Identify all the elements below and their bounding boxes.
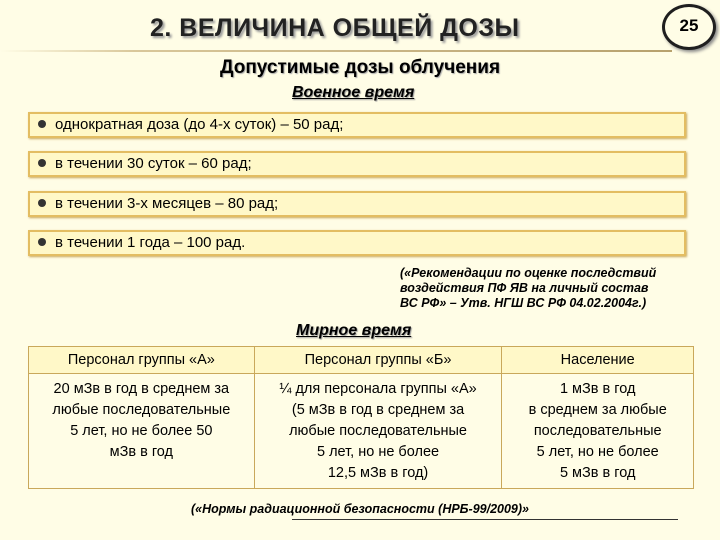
wartime-item-text: однократная доза (до 4-х суток) – 50 рад; bbox=[55, 116, 344, 133]
page-number-badge: 25 bbox=[662, 4, 716, 50]
wartime-item bbox=[28, 112, 686, 138]
cell-line: 5 лет, но не более bbox=[536, 444, 659, 460]
cell-line: 1 мЗв в год bbox=[559, 381, 636, 397]
cell-population bbox=[502, 374, 694, 489]
note-line: («Рекомендации по оценке последствий bbox=[400, 266, 657, 280]
cell-line: любые последовательные bbox=[289, 423, 467, 439]
wartime-item bbox=[28, 151, 686, 177]
wartime-item-text: в течении 3-х месяцев – 80 рад; bbox=[55, 195, 279, 212]
wartime-item bbox=[28, 191, 686, 217]
table-row bbox=[29, 374, 694, 489]
peacetime-dose-table bbox=[28, 346, 694, 489]
bullet-dot-icon bbox=[38, 159, 46, 167]
cell-line: любые последовательные bbox=[52, 402, 231, 418]
cell-line: 5 мЗв в год bbox=[559, 465, 636, 481]
bullet-dot-icon bbox=[38, 238, 46, 246]
slide-title: 2. ВЕЛИЧИНА ОБЩЕЙ ДОЗЫ bbox=[150, 14, 520, 42]
wartime-reference-note bbox=[400, 266, 700, 311]
cell-line: 12,5 мЗв в год) bbox=[327, 465, 429, 481]
note-line: ВС РФ» – Утв. НГШ ВС РФ 04.02.2004г.) bbox=[400, 296, 647, 310]
source-underline bbox=[292, 519, 678, 520]
title-underline bbox=[0, 50, 672, 52]
cell-line: в среднем за любые bbox=[528, 402, 667, 418]
wartime-item-text: в течении 30 суток – 60 рад; bbox=[55, 155, 252, 172]
column-header-group-a: Персонал группы «А» bbox=[29, 347, 255, 374]
peacetime-heading: Мирное время bbox=[296, 322, 412, 339]
peacetime-source-note: («Нормы радиационной безопасности (НРБ-99/2009)» bbox=[190, 502, 529, 516]
bullet-dot-icon bbox=[38, 199, 46, 207]
column-header-group-b: Персонал группы «Б» bbox=[254, 347, 502, 374]
note-line: воздействия ПФ ЯВ на личный состав bbox=[400, 281, 649, 295]
cell-line: 20 мЗв в год в среднем за bbox=[53, 381, 230, 397]
wartime-heading: Военное время bbox=[292, 84, 415, 101]
wartime-item-text: в течении 1 года – 100 рад. bbox=[55, 234, 246, 251]
cell-group-b bbox=[254, 374, 502, 489]
column-header-population: Население bbox=[502, 347, 694, 374]
cell-line: (5 мЗв в год в среднем за bbox=[291, 402, 465, 418]
cell-line: мЗв в год bbox=[109, 444, 174, 460]
wartime-item bbox=[28, 230, 686, 256]
bullet-dot-icon bbox=[38, 120, 46, 128]
cell-line: ¼ для персонала группы «А» bbox=[279, 381, 477, 397]
cell-line: 5 лет, но не более 50 bbox=[70, 423, 213, 439]
cell-group-a bbox=[29, 374, 255, 489]
table-header-row bbox=[29, 347, 694, 374]
cell-line: последовательные bbox=[533, 423, 662, 439]
cell-line: 5 лет, но не более bbox=[317, 444, 440, 460]
slide-subtitle: Допустимые дозы облучения bbox=[219, 57, 501, 78]
